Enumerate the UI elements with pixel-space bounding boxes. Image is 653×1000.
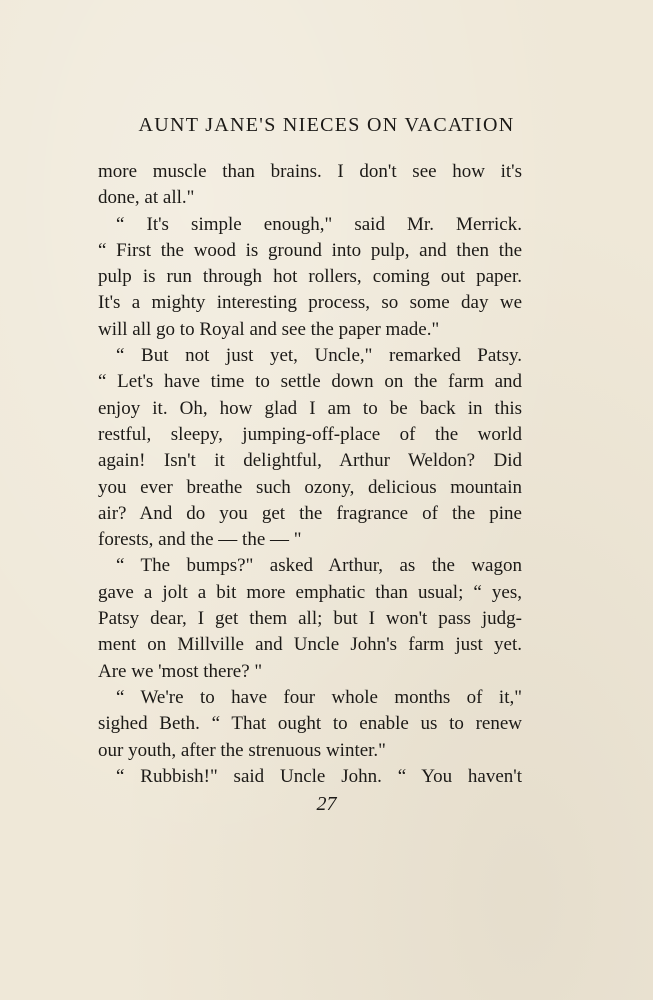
text-line: “ Let's have time to settle down on the farm and [98, 371, 522, 393]
text-line: “ First the wood is ground into pulp, and then the [98, 239, 522, 261]
text-line: done, at all." [98, 187, 195, 209]
text-line: air? And do you get the fragrance of the pine [98, 502, 522, 524]
text-line: “ The bumps?" asked Arthur, as the wagon [116, 555, 522, 577]
text-line: It's a mighty interesting process, so some day we [98, 292, 522, 314]
text-line: our youth, after the strenuous winter." [98, 739, 386, 761]
body-text [98, 159, 522, 790]
text-line: will all go to Royal and see the paper made." [98, 318, 440, 340]
text-line: “ It's simple enough," said Mr. Merrick. [116, 213, 522, 235]
page-number: 27 [316, 793, 337, 815]
text-line: ment on Millville and Uncle John's farm just yet. [98, 634, 522, 656]
text-line: pulp is run through hot rollers, coming out paper. [98, 266, 522, 288]
text-line: sighed Beth. “ That ought to enable us to renew [98, 713, 522, 735]
text-line: “ But not just yet, Uncle," remarked Patsy. [116, 345, 522, 367]
text-line: gave a jolt a bit more emphatic than usual; “ yes, [98, 581, 522, 603]
text-line: Are we 'most there? " [98, 660, 263, 682]
text-line: again! Isn't it delightful, Arthur Weldon? Did [98, 450, 522, 472]
text-line: more muscle than brains. I don't see how it's [98, 161, 522, 182]
running-head: AUNT JANE'S NIECES ON VACATION [138, 114, 515, 136]
text-line: you ever breathe such ozony, delicious mountain [98, 476, 522, 498]
text-line: forests, and the — the — " [98, 529, 302, 551]
text-line: “ We're to have four whole months of it," [116, 686, 522, 708]
text-line: Patsy dear, I get them all; but I won't pass judg- [98, 608, 522, 630]
text-line: “ Rubbish!" said Uncle John. “ You haven't [116, 765, 522, 787]
text-line: enjoy it. Oh, how glad I am to be back in this [98, 397, 522, 419]
text-line: restful, sleepy, jumping-off-place of the world [98, 423, 522, 445]
